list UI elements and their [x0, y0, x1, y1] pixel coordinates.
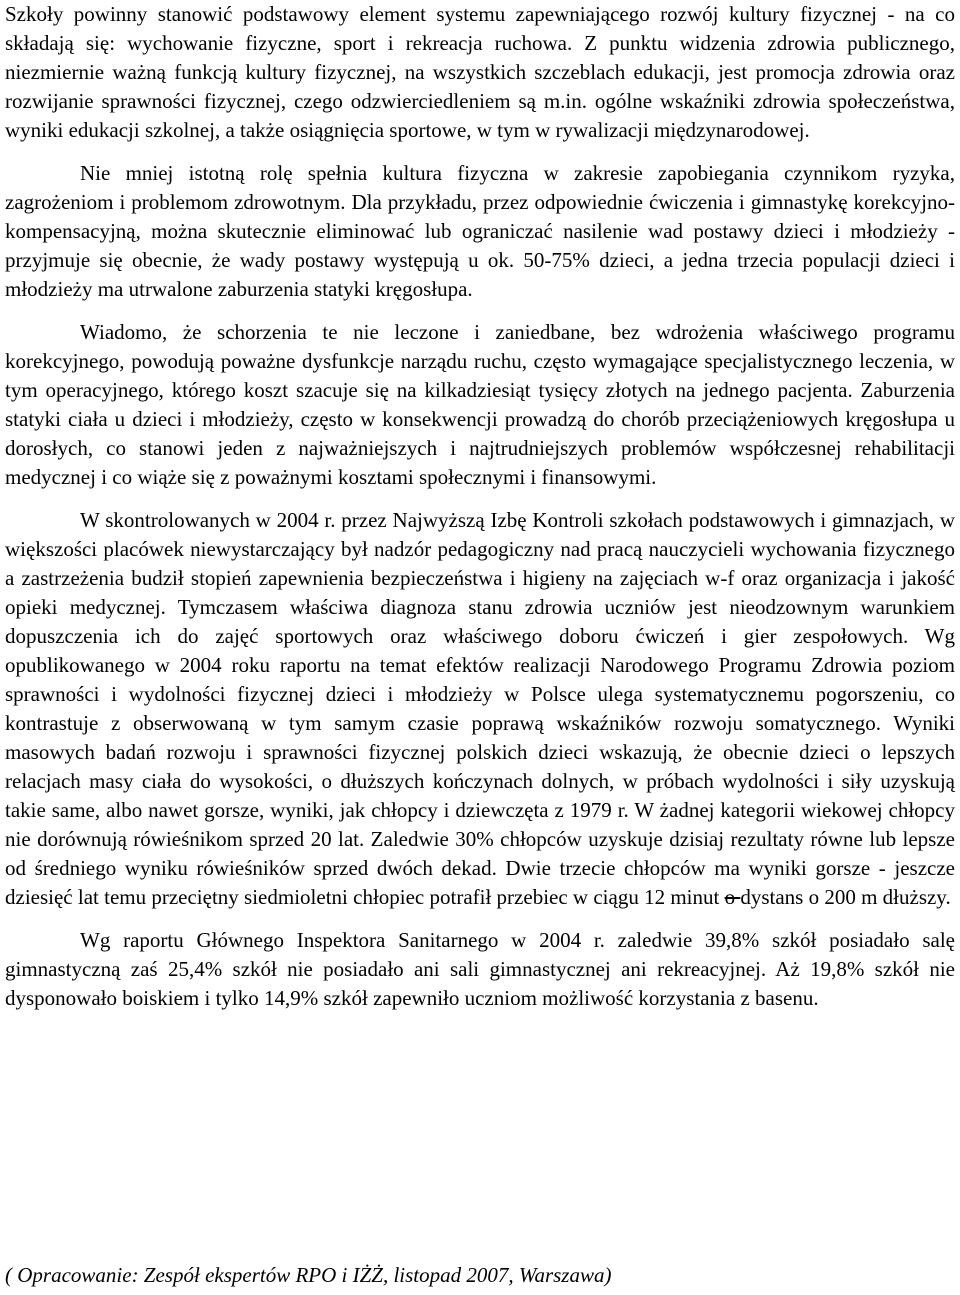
- paragraph-gap: [5, 492, 955, 506]
- paragraph-4-end: dystans o 200 m dłuższy.: [740, 885, 951, 909]
- paragraph-gap: [5, 912, 955, 926]
- paragraph-2: Nie mniej istotną rolę spełnia kultura fizyczna w zakresie zapobiegania czynnikom ryzyka, zagrożeniom i problemom zdrowotnym. Dla przykładu, przez odpowiednie ćwiczenia i gimnastykę korekcyjno-kompensacyjną, można skutecznie eliminować lub ograniczać nasilenie wad postawy dzieci i młodzieży - przyjmuje się obecnie, że wady postawy występują u ok. 50-75% dzieci, a jedna trzecia populacji dzieci i młodzieży ma utrwalone zaburzenia statyki kręgosłupa.: [5, 161, 955, 301]
- source-footnote: ( Opracowanie: Zespół ekspertów RPO i IŻŻ, listopad 2007, Warszawa): [5, 1263, 612, 1287]
- paragraph-gap: [5, 304, 955, 318]
- paragraph-4: [5, 506, 955, 912]
- document-body: [5, 0, 955, 1013]
- paragraph-5: Wg raportu Głównego Inspektora Sanitarnego w 2004 r. zaledwie 39,8% szkół posiadało salę gimnastyczną zaś 25,4% szkół nie posiadało ani sali gimnastycznej ani rekreacyjnej. Aż 19,8% szkół nie dysponowało boiskiem i tylko 14,9% szkół zapewniło uczniom możliwość korzystania z basenu.: [5, 928, 955, 1010]
- paragraph-3: Wiadomo, że schorzenia te nie leczone i zaniedbane, bez wdrożenia właściwego programu korekcyjnego, powodują poważne dysfunkcje narządu ruchu, często wymagające specjalistycznego leczenia, w tym operacyjnego, którego koszt szacuje się na kilkadziesiąt tysięcy złotych na jednego pacjenta. Zaburzenia statyki ciała u dzieci i młodzieży, często w konsekwencji prowadzą do chorób przeciążeniowych kręgosłupa u dorosłych, co stanowi jeden z najważniejszych i najtrudniejszych problemów współczesnej rehabilitacji medycznej i co wiąże się z poważnymi kosztami społecznymi i finansowymi.: [5, 320, 955, 489]
- paragraph-4-text: W skontrolowanych w 2004 r. przez Najwyższą Izbę Kontroli szkołach podstawowych i gimnazjach, w większości placówek niewystarczający był nadzór pedagogiczny nad pracą nauczycieli wychowania fizycznego a zastrzeżenia budził stopień zapewnienia bezpieczeństwa i higieny na zajęciach w-f oraz organizacja i jakość opieki medycznej. Tymczasem właściwa diagnoza stanu zdrowia uczniów jest nieodzownym warunkiem dopuszczenia ich do zajęć sportowych oraz właściwego doboru ćwiczeń i gier zespołowych. Wg opublikowanego w 2004 roku raportu na temat efektów realizacji Narodowego Programu Zdrowia poziom sprawności i wydolności fizycznej dzieci i młodzieży w Polsce ulega systematycznemu pogorszeniu, co kontrastuje z obserwowaną w tym samym czasie poprawą wskaźników rozwoju somatycznego. Wyniki masowych badań rozwoju i sprawności fizycznej polskich dzieci wskazują, że obecnie dzieci o lepszych relacjach masy ciała do wysokości, o dłuższych kończynach dolnych, w próbach wydolności i siły uzyskują takie same, albo nawet gorsze, wyniki, jak chłopcy i dziewczęta z 1979 r. W żadnej kategorii wiekowej chłopcy nie dorównują rówieśnikom sprzed 20 lat. Zaledwie 30% chłopców uzyskuje dzisiaj rezultaty równe lub lepsze od średniego wyniku rówieśników sprzed dwóch dekad. Dwie trzecie chłopców ma wyniki gorsze - jeszcze dziesięć lat temu przeciętny siedmioletni chłopiec potrafił przebiec w ciągu 12 minut: [5, 508, 955, 909]
- struck-text: o: [724, 885, 741, 909]
- paragraph-1: Szkoły powinny stanowić podstawowy element systemu zapewniającego rozwój kultury fizycznej - na co składają się: wychowanie fizyczne, sport i rekreacja ruchowa. Z punktu widzenia zdrowia publicznego, niezmiernie ważną funkcją kultury fizycznej, na wszystkich szczeblach edukacji, jest promocja zdrowia oraz rozwijanie sprawności fizycznej, czego odzwierciedleniem są m.in. ogólne wskaźniki zdrowia społeczeństwa, wyniki edukacji szkolnej, a także osiągnięcia sportowe, w tym w rywalizacji międzynarodowej.: [5, 2, 955, 142]
- paragraph-gap: [5, 145, 955, 159]
